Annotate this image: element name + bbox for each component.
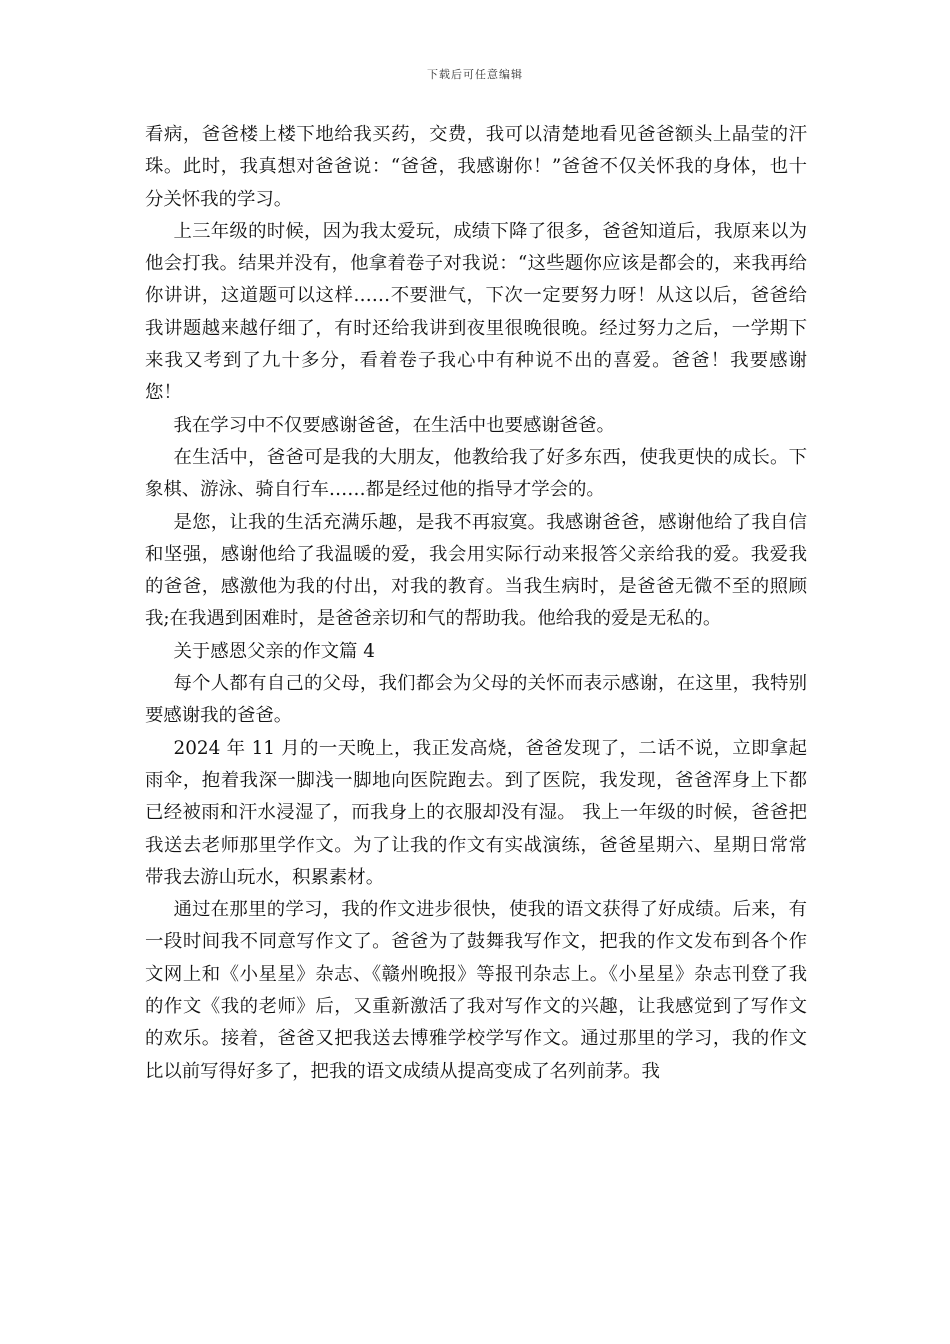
page-header: 下载后可任意编辑 xyxy=(427,68,523,81)
paragraph-3: 我在学习中不仅要感谢爸爸，在生活中也要感谢爸爸。 xyxy=(173,414,615,436)
paragraph-2: 上三年级的时候，因为我太爱玩，成绩下降了很多，爸爸知道后，我原来以为他会打我。结果并没有，他拿着卷子对我说：“这些题你应该是都会的，来我再给你讲讲，这道题可以这样……不要泄气，下次一定要努力呀！从这以后，爸爸给我讲题越来越仔细了，有时还给我讲到夜里很晚很晚。经过努力之后，一学期下来我又考到了九十多分，看着卷子我心中有种说不出的喜爱。爸爸！我要感谢您！ xyxy=(145,220,807,404)
document-body xyxy=(145,119,807,1088)
paragraph-8: 通过在那里的学习，我的作文进步很快，使我的语文获得了好成绩。后来，有一段时间我不同意写作文了。爸爸为了鼓舞我写作文，把我的作文发布到各个作文网上和《小星星》杂志、《赣州晚报》等报刊杂志上。《小星星》杂志刊登了我的作文《我的老师》后，又重新激活了我对写作文的兴趣，让我感觉到了写作文的欢乐。接着，爸爸又把我送去博雅学校学写作文。通过那里的学习，我的作文比以前写得好多了，把我的语文成绩从提高变成了名列前茅。我 xyxy=(145,899,807,1082)
paragraph-4: 在生活中，爸爸可是我的大朋友，他教给我了好多东西，使我更快的成长。下象棋、游泳、骑自行车……都是经过他的指导才学会的。 xyxy=(145,446,807,501)
paragraph-7: 2024 年 11 月的一天晚上，我正发高烧，爸爸发现了，二话不说，立即拿起雨伞，抱着我深一脚浅一脚地向医院跑去。到了医院，我发现，爸爸浑身上下都已经被雨和汗水浸湿了，而我身上的衣服却没有湿。 我上一年级的时候，爸爸把我送去老师那里学作文。为了让我的作文有实战演练，爸爸星期六、星期日常常带我去游山玩水，积累素材。 xyxy=(145,737,807,888)
section-title: 关于感恩父亲的作文篇 4 xyxy=(173,640,375,662)
paragraph-5: 是您，让我的生活充满乐趣，是我不再寂寞。我感谢爸爸，感谢他给了我自信和坚强，感谢他给了我温暖的爱，我会用实际行动来报答父亲给我的爱。我爱我的爸爸，感激他为我的付出，对我的教育。当我生病时，是爸爸无微不至的照顾我;在我遇到困难时，是爸爸亲切和气的帮助我。他给我的爱是无私的。 xyxy=(145,511,807,630)
paragraph-1: 看病，爸爸楼上楼下地给我买药，交费，我可以清楚地看见爸爸额头上晶莹的汗珠。此时，我真想对爸爸说：“爸爸，我感谢你！”爸爸不仅关怀我的身体，也十分关怀我的学习。 xyxy=(145,124,807,210)
paragraph-6: 每个人都有自己的父母，我们都会为父母的关怀而表示感谢，在这里，我特别要感谢我的爸爸。 xyxy=(145,673,807,727)
